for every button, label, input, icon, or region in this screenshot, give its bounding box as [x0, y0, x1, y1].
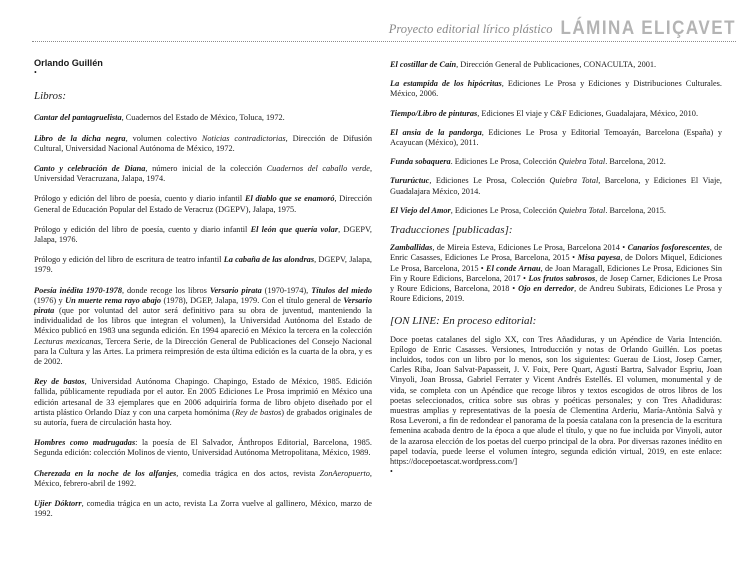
bullet-mark: • — [34, 68, 37, 78]
translations-list: Zamballidas, de Mireia Esteva, Ediciones Le Prosa, Barcelona 2014 • Canarios fosforescentes, de Enric Casasses, Ediciones Le Prosa, Barcelona, 2015 • Misa payesa, de Dolors Miquel, Ediciones Le Prosa, Barcelona, 2015 • El conde Arnau, de Joan Maragall, Ediciones Le Prosa, Ediciones Sin Fin y Roure Edicions, Barcelona, 2017 • Los frutos sabrosos, de Josep Carner, Ediciones Le Prosa y Roure Edicions, Barcelona, 2018 • Ojo en derredor, de Andreu Subirats, Ediciones Le Prosa y Roure Edicions, 2019. — [390, 243, 723, 304]
book-entry: Cherezada en la noche de los alfanjes, comedia trágica en dos actos, revista ZonAeropuerto, México, febrero-abril de 1992. — [34, 468, 372, 488]
book-entry: Tururúctuc, Ediciones Le Prosa, Colección Quiebra Total, Barcelona, y Ediciones El Viaje, Guadalajara México, 2014. — [390, 176, 722, 196]
book-entry: Rey de bastos, Universidad Autónoma Chapingo. Chapingo, Estado de México, 1985. Edición fallida, públicamente repudiada por el autor. En 2005 Ediciones Le Prosa imprimió en México una edición artesanal de 33 ejemplares que en 2006 adquiriría forma de libro objeto diseñado por el artista plástico Orlando Díaz y con una carpeta homónima (Rey de bastos) de grabados originales de su autoría, fuera de circulación hasta hoy. — [34, 377, 373, 428]
book-entry: La estampida de los hipócritas, Ediciones Le Prosa y Ediciones y Distribuciones Culturales. México, 2006. — [390, 79, 722, 99]
right-column — [390, 60, 722, 476]
bullet-mark: • — [390, 467, 393, 477]
left-column — [34, 58, 372, 530]
book-entry: Libro de la dicha negra, volumen colectivo Noticias contradictorias, Dirección de Difusión Cultural, Universidad Nacional Autónoma de México, 1972. — [34, 133, 372, 153]
book-entry: Funda sobaquera. Ediciones Le Prosa, Colección Quiebra Total. Barcelona, 2012. — [390, 157, 666, 167]
brand-logo-text: LÁMINA ELIÇAVET — [560, 16, 736, 39]
book-entry: Tiempo/Libro de pinturas, Ediciones El viaje y C&F Ediciones, Guadalajara, México, 2010. — [390, 108, 699, 118]
book-entry: El costillar de Caín, Dirección General de Publicaciones, CONACULTA, 2001. — [390, 60, 657, 69]
book-entry: El Viejo del Amor, Ediciones Le Prosa, Colección Quiebra Total. Barcelona, 2015. — [390, 205, 666, 215]
book-entry: El ansia de la pandorga, Ediciones Le Prosa y Editorial Temoayán, Barcelona (España) y Acayucan (México), 2011. — [390, 127, 722, 148]
page-header — [389, 18, 736, 38]
translations-heading: Traducciones [publicadas]: — [390, 224, 513, 237]
book-entry: Prólogo y edición del libro de poesía, cuento y diario infantil El diablo que se enamoró, Dirección General de Educación Popular del Estado de Veracruz (DGEPV), Jalapa, 1975. — [34, 194, 373, 214]
book-entry: Canto y celebración de Diana, número inicial de la colección Cuadernos del caballo verde, Universidad Veracruzana, Jalapa, 1974. — [34, 164, 373, 184]
book-entry: Poesía inédita 1970-1978, donde recoge los libros Versario pirata (1970-1974), Títulos del miedo (1976) y Un muerte rema rayo abajo (1978), DGEP, Jalapa, 1979. Con el título general de Versario pirata (que por voluntad del autor será definitivo para su obra de juventud, manteniendo la individualidad de los libros que integran el volumen), la Universidad Autónoma del Estado de México publicó en 1983 una segunda edición. En 1994 apareció en México la tercera en la colección Lecturas mexicanas, Tercera Serie, de la Dirección General de Publicaciones del Consejo Nacional para la Cultura y las Artes. La primera reimpresión de esta última edición es la cuarta de la obra, y es de 2002. — [34, 285, 373, 367]
online-description: Doce poetas catalanes del siglo XX, con Tres Añadiduras, y un Apéndice de Varia Intención. Epílogo de Enric Casasses. Versiones, Introducción y notas de Orlando Guillén. Los poetas incluidos, todos con un libro por lo menos, son los siguientes: Guerau de Liost, Josep Carner, Carles Riba, Joan Salvat-Papasseit, J. V. Foix, Pere Quart, Agustí Bartra, Salvador Espriu, Joan Vinyoli, Joan Brossa, Gabriel Ferrater y Vicent Andrés Estellés. El volumen, monumental y de vida, se completa con un Apéndice que recoge libros y textos escogidos de otros libros de los poetas seleccionados, crítica sobre sus obras y poéticas personales; y con Tres Añadiduras: muestras amplias y representativas de la poesía de Clementina Arderiu, María-Antònia Salvà y Rosa Leveroni, a fin de redondear el panorama de la poesía catalana con la presencia de la escritura femenina acabada dentro de la época a que alude el título, y que no fue incluida por Vinyoli, autor de la azarosa elección de los poetas del cuerpo principal de la obra. Por diversas razones inédito en papel todavía, puede leerse el volumen íntegro, segunda edición virtual, 2019, en este enlace: https://docepoetascat.wordpress.com/] — [390, 334, 722, 467]
book-entry: Prólogo y edición del libro de escritura de teatro infantil La cabaña de las alondras, DGEPV, Jalapa, 1979. — [34, 255, 372, 275]
book-entry: Hombres como madrugadas: la poesía de El Salvador, Ánthropos Editorial, Barcelona, 1985. Segunda edición: colección Molinos de viento, Universidad Autónoma Metropolitana, México, 1989. — [34, 438, 372, 458]
book-entry: Ujier Dóktorr, comedia trágica en un acto, revista La Zorra vuelve al gallinero, México, marzo de 1992. — [34, 499, 372, 519]
header-subtitle: Proyecto editorial lírico plástico — [388, 22, 553, 36]
dotted-divider — [32, 41, 736, 42]
author-name: Orlando Guillén — [34, 58, 103, 68]
book-entry: Prólogo y edición del libro de poesía, cuento y diario infantil El león que quería volar, DGEPV, Jalapa, 1976. — [34, 224, 373, 245]
online-heading: [ON LINE: En proceso editorial: — [390, 315, 537, 328]
books-heading: Libros: — [34, 90, 66, 103]
book-entry: Cantar del pantagruelista, Cuadernos del Estado de México, Toluca, 1972. — [34, 113, 285, 123]
